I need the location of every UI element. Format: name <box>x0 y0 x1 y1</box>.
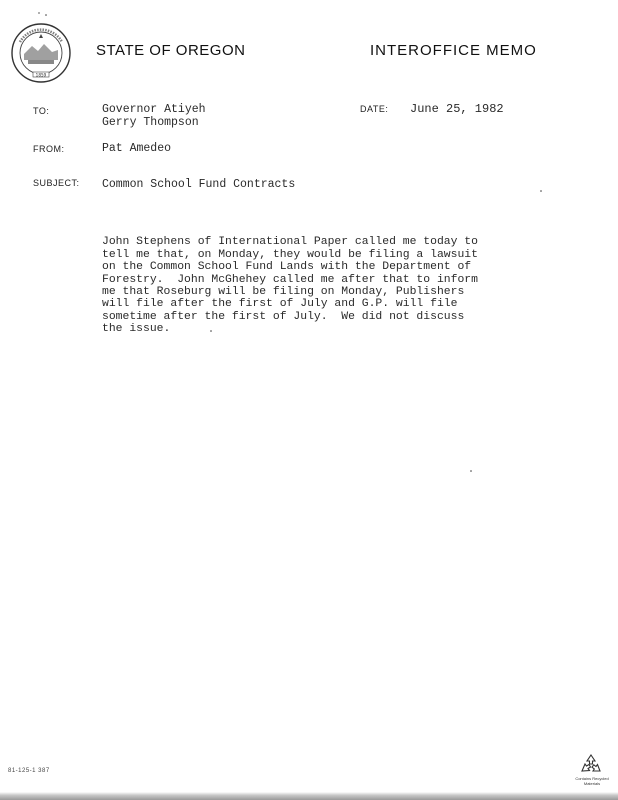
date-label: DATE: <box>360 104 389 114</box>
scan-speck <box>540 190 542 192</box>
recycle-label: Contains Recycled Materials <box>575 776 609 786</box>
agency-title: STATE OF OREGON <box>96 42 246 59</box>
to-recipient-2: Gerry Thompson <box>102 116 199 129</box>
subject-value: Common School Fund Contracts <box>102 178 296 191</box>
subject-label: SUBJECT: <box>33 178 80 188</box>
scan-speck <box>470 470 472 472</box>
body-line: tell me that, on Monday, they would be filing a lawsuit <box>102 248 478 261</box>
scan-edge <box>0 792 618 800</box>
body-line: on the Common School Fund Lands with the Department of <box>102 261 472 274</box>
recycle-icon <box>578 752 604 778</box>
to-label: TO: <box>33 106 50 116</box>
body-line: will file after the first of July and G.P. will file <box>102 298 458 311</box>
body-line: Forestry. John McGhehey called me after that to inform <box>102 273 478 286</box>
document-type-title: INTEROFFICE MEMO <box>370 42 537 59</box>
state-seal-icon <box>10 22 72 84</box>
from-label: FROM: <box>33 144 65 154</box>
body-line: the issue. <box>102 323 171 336</box>
body-line: me that Roseburg will be filing on Monday, Publishers <box>102 286 465 299</box>
body-line: sometime after the first of July. We did not discuss <box>102 310 465 323</box>
form-code: 81-125-1 387 <box>8 768 50 774</box>
seal-year: 1859 <box>35 72 47 78</box>
scan-speck <box>210 330 212 332</box>
memo-body <box>102 224 522 348</box>
scan-speck <box>45 14 47 16</box>
to-recipient-1: Governor Atiyeh <box>102 103 206 116</box>
body-line: John Stephens of International Paper called me today to <box>102 236 478 249</box>
date-value: June 25, 1982 <box>410 102 504 116</box>
from-value: Pat Amedeo <box>102 142 172 155</box>
scan-speck <box>38 12 40 14</box>
